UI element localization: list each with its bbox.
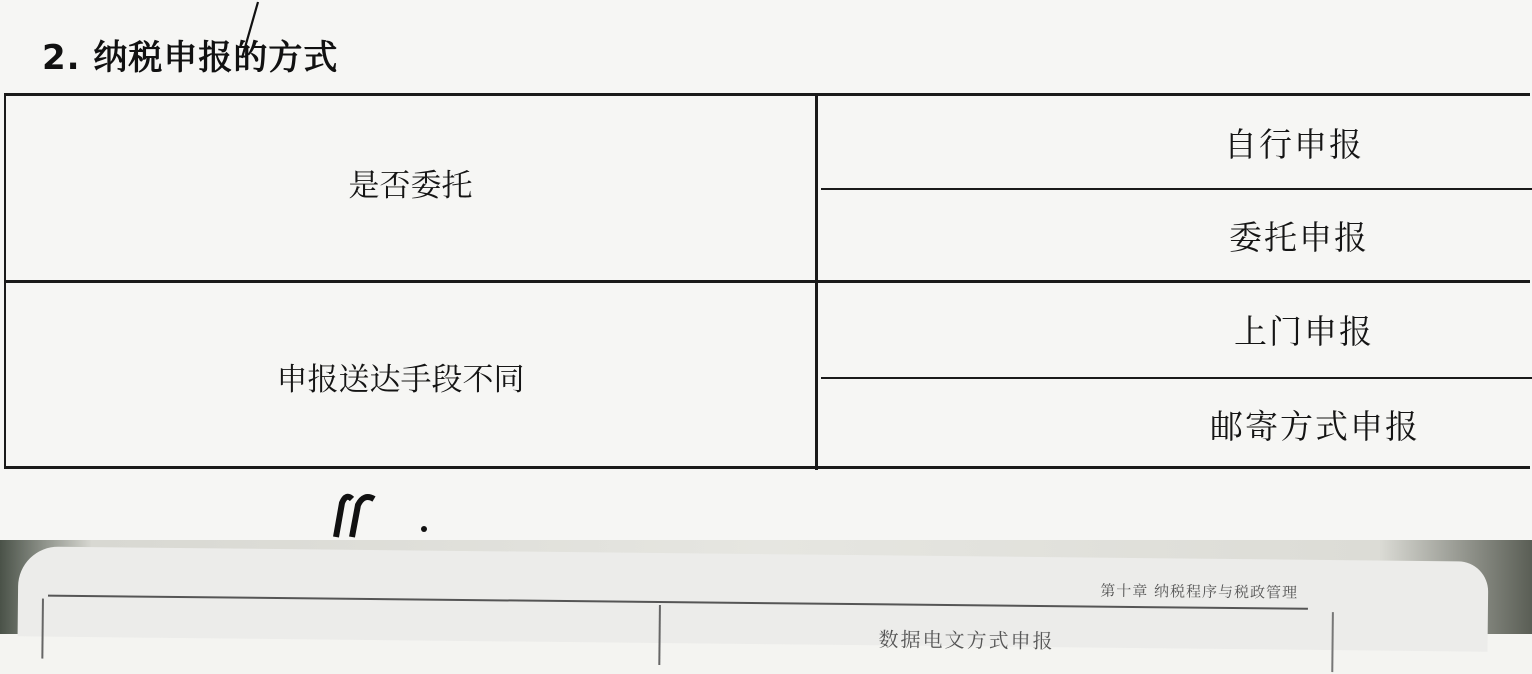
method-cell: 自行申报	[1224, 124, 1364, 164]
chapter-header: 第十章 纳税程序与税政管理	[1100, 581, 1299, 602]
section-title: 2. 纳税申报的方式	[42, 38, 339, 78]
category-cell: 是否委托	[6, 96, 818, 280]
next-page-table	[41, 599, 1334, 673]
pen-mark-icon	[200, 0, 270, 75]
table-divider	[658, 605, 661, 665]
table-row	[6, 280, 1530, 470]
method-cell: 邮寄方式申报	[821, 377, 1532, 471]
table-border	[1331, 612, 1334, 672]
category-cell: 申报送达手段不同	[6, 283, 818, 470]
filing-methods-table	[4, 93, 1530, 469]
table-row	[6, 96, 1530, 280]
method-cell: 数据电文方式申报	[878, 627, 1055, 654]
method-cell: 上门申报	[1234, 312, 1374, 352]
page-sheet	[18, 546, 1489, 654]
method-cell: 委托申报	[821, 188, 1532, 280]
next-page-preview	[0, 540, 1532, 654]
handwritten-mark-icon	[322, 485, 432, 540]
